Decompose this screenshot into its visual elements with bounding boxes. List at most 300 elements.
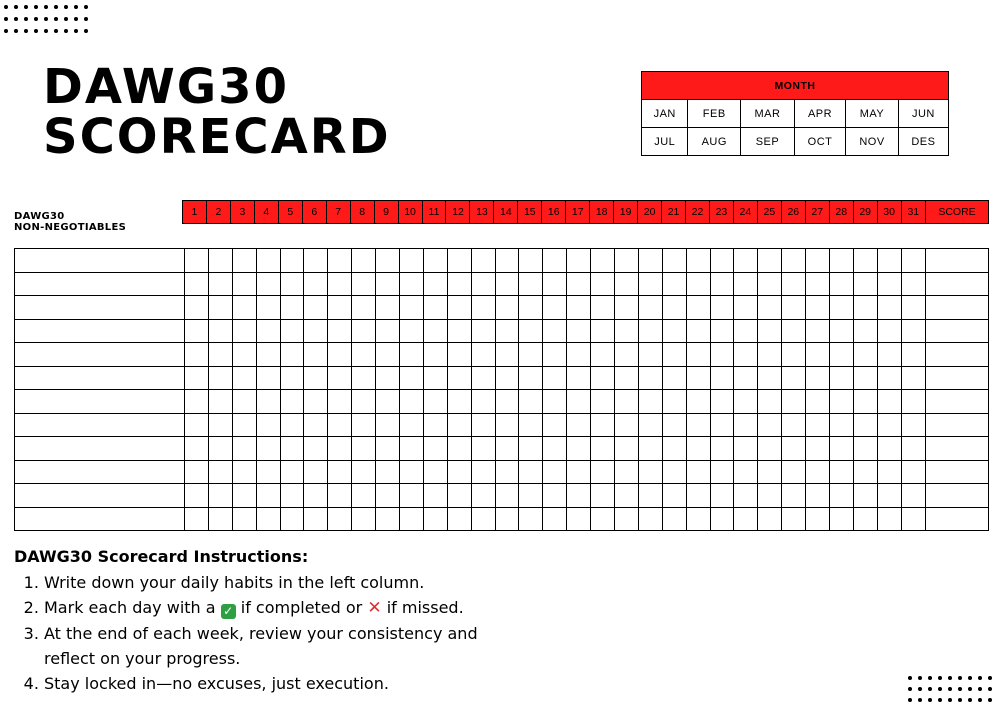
day-check-cell[interactable] [471, 460, 495, 484]
day-check-cell[interactable] [400, 507, 424, 531]
day-check-cell[interactable] [782, 366, 806, 390]
day-check-cell[interactable] [734, 296, 758, 320]
day-check-cell[interactable] [208, 484, 232, 508]
day-check-cell[interactable] [471, 390, 495, 414]
day-check-cell[interactable] [423, 437, 447, 461]
day-check-cell[interactable] [877, 343, 901, 367]
habit-name-cell[interactable] [15, 437, 185, 461]
day-check-cell[interactable] [543, 484, 567, 508]
day-check-cell[interactable] [185, 272, 209, 296]
day-check-cell[interactable] [734, 319, 758, 343]
day-check-cell[interactable] [543, 249, 567, 273]
day-check-cell[interactable] [591, 484, 615, 508]
day-check-cell[interactable] [208, 413, 232, 437]
day-check-cell[interactable] [447, 390, 471, 414]
day-check-cell[interactable] [256, 484, 280, 508]
day-check-cell[interactable] [662, 413, 686, 437]
day-check-cell[interactable] [447, 413, 471, 437]
day-check-cell[interactable] [423, 296, 447, 320]
day-check-cell[interactable] [710, 460, 734, 484]
day-check-cell[interactable] [806, 296, 830, 320]
day-check-cell[interactable] [400, 366, 424, 390]
day-check-cell[interactable] [447, 249, 471, 273]
day-check-cell[interactable] [567, 437, 591, 461]
day-check-cell[interactable] [567, 319, 591, 343]
day-check-cell[interactable] [734, 437, 758, 461]
day-check-cell[interactable] [232, 413, 256, 437]
day-check-cell[interactable] [328, 460, 352, 484]
day-check-cell[interactable] [543, 343, 567, 367]
day-check-cell[interactable] [543, 460, 567, 484]
day-check-cell[interactable] [376, 272, 400, 296]
day-check-cell[interactable] [232, 272, 256, 296]
day-check-cell[interactable] [734, 460, 758, 484]
day-check-cell[interactable] [352, 437, 376, 461]
day-check-cell[interactable] [638, 296, 662, 320]
day-check-cell[interactable] [901, 343, 925, 367]
day-check-cell[interactable] [519, 296, 543, 320]
day-check-cell[interactable] [232, 437, 256, 461]
score-cell[interactable] [926, 507, 989, 531]
day-check-cell[interactable] [901, 413, 925, 437]
score-cell[interactable] [926, 319, 989, 343]
day-check-cell[interactable] [519, 249, 543, 273]
score-cell[interactable] [926, 296, 989, 320]
day-check-cell[interactable] [782, 484, 806, 508]
day-check-cell[interactable] [662, 343, 686, 367]
day-check-cell[interactable] [352, 460, 376, 484]
day-check-cell[interactable] [638, 390, 662, 414]
day-check-cell[interactable] [376, 390, 400, 414]
day-check-cell[interactable] [615, 413, 639, 437]
day-check-cell[interactable] [208, 366, 232, 390]
day-check-cell[interactable] [782, 413, 806, 437]
day-check-cell[interactable] [734, 507, 758, 531]
day-check-cell[interactable] [256, 366, 280, 390]
habit-name-cell[interactable] [15, 343, 185, 367]
day-check-cell[interactable] [758, 343, 782, 367]
day-check-cell[interactable] [638, 272, 662, 296]
day-check-cell[interactable] [185, 413, 209, 437]
day-check-cell[interactable] [686, 249, 710, 273]
day-check-cell[interactable] [328, 272, 352, 296]
month-option-jun[interactable]: JUN [898, 100, 948, 128]
day-check-cell[interactable] [877, 413, 901, 437]
habit-name-cell[interactable] [15, 249, 185, 273]
day-check-cell[interactable] [734, 343, 758, 367]
day-check-cell[interactable] [185, 507, 209, 531]
day-check-cell[interactable] [877, 484, 901, 508]
day-check-cell[interactable] [662, 366, 686, 390]
day-check-cell[interactable] [400, 413, 424, 437]
day-check-cell[interactable] [471, 507, 495, 531]
day-check-cell[interactable] [853, 437, 877, 461]
day-check-cell[interactable] [758, 296, 782, 320]
day-check-cell[interactable] [830, 366, 854, 390]
day-check-cell[interactable] [710, 437, 734, 461]
day-check-cell[interactable] [615, 390, 639, 414]
day-check-cell[interactable] [830, 437, 854, 461]
day-check-cell[interactable] [519, 507, 543, 531]
day-check-cell[interactable] [830, 272, 854, 296]
day-check-cell[interactable] [853, 460, 877, 484]
day-check-cell[interactable] [543, 507, 567, 531]
day-check-cell[interactable] [304, 390, 328, 414]
day-check-cell[interactable] [638, 507, 662, 531]
day-check-cell[interactable] [782, 343, 806, 367]
day-check-cell[interactable] [352, 272, 376, 296]
day-check-cell[interactable] [376, 366, 400, 390]
day-check-cell[interactable] [495, 437, 519, 461]
day-check-cell[interactable] [376, 319, 400, 343]
day-check-cell[interactable] [782, 437, 806, 461]
day-check-cell[interactable] [782, 296, 806, 320]
day-check-cell[interactable] [543, 390, 567, 414]
day-check-cell[interactable] [519, 272, 543, 296]
day-check-cell[interactable] [376, 484, 400, 508]
day-check-cell[interactable] [734, 366, 758, 390]
habit-name-cell[interactable] [15, 319, 185, 343]
day-check-cell[interactable] [328, 437, 352, 461]
score-cell[interactable] [926, 390, 989, 414]
day-check-cell[interactable] [662, 390, 686, 414]
day-check-cell[interactable] [638, 343, 662, 367]
day-check-cell[interactable] [423, 249, 447, 273]
day-check-cell[interactable] [901, 272, 925, 296]
day-check-cell[interactable] [328, 390, 352, 414]
day-check-cell[interactable] [304, 319, 328, 343]
day-check-cell[interactable] [376, 460, 400, 484]
day-check-cell[interactable] [830, 460, 854, 484]
day-check-cell[interactable] [782, 272, 806, 296]
day-check-cell[interactable] [901, 390, 925, 414]
day-check-cell[interactable] [400, 390, 424, 414]
day-check-cell[interactable] [185, 366, 209, 390]
month-option-mar[interactable]: MAR [741, 100, 795, 128]
day-check-cell[interactable] [734, 413, 758, 437]
day-check-cell[interactable] [352, 507, 376, 531]
day-check-cell[interactable] [447, 366, 471, 390]
day-check-cell[interactable] [877, 460, 901, 484]
day-check-cell[interactable] [806, 460, 830, 484]
day-check-cell[interactable] [806, 390, 830, 414]
score-cell[interactable] [926, 272, 989, 296]
habit-name-cell[interactable] [15, 272, 185, 296]
day-check-cell[interactable] [280, 343, 304, 367]
day-check-cell[interactable] [471, 413, 495, 437]
day-check-cell[interactable] [471, 272, 495, 296]
day-check-cell[interactable] [877, 249, 901, 273]
day-check-cell[interactable] [495, 413, 519, 437]
day-check-cell[interactable] [591, 319, 615, 343]
day-check-cell[interactable] [758, 413, 782, 437]
day-check-cell[interactable] [853, 390, 877, 414]
habit-name-cell[interactable] [15, 507, 185, 531]
day-check-cell[interactable] [471, 437, 495, 461]
day-check-cell[interactable] [591, 437, 615, 461]
month-option-sep[interactable]: SEP [741, 128, 795, 156]
day-check-cell[interactable] [806, 249, 830, 273]
day-check-cell[interactable] [280, 319, 304, 343]
day-check-cell[interactable] [376, 343, 400, 367]
day-check-cell[interactable] [447, 484, 471, 508]
day-check-cell[interactable] [280, 460, 304, 484]
day-check-cell[interactable] [447, 296, 471, 320]
day-check-cell[interactable] [806, 437, 830, 461]
habit-name-cell[interactable] [15, 296, 185, 320]
day-check-cell[interactable] [304, 343, 328, 367]
day-check-cell[interactable] [638, 366, 662, 390]
day-check-cell[interactable] [591, 507, 615, 531]
day-check-cell[interactable] [304, 437, 328, 461]
day-check-cell[interactable] [591, 460, 615, 484]
day-check-cell[interactable] [877, 390, 901, 414]
habit-name-cell[interactable] [15, 484, 185, 508]
day-check-cell[interactable] [615, 484, 639, 508]
day-check-cell[interactable] [471, 249, 495, 273]
day-check-cell[interactable] [567, 484, 591, 508]
day-check-cell[interactable] [686, 484, 710, 508]
day-check-cell[interactable] [232, 249, 256, 273]
day-check-cell[interactable] [471, 319, 495, 343]
day-check-cell[interactable] [901, 507, 925, 531]
day-check-cell[interactable] [806, 507, 830, 531]
day-check-cell[interactable] [519, 390, 543, 414]
day-check-cell[interactable] [853, 272, 877, 296]
day-check-cell[interactable] [447, 343, 471, 367]
day-check-cell[interactable] [519, 413, 543, 437]
day-check-cell[interactable] [280, 390, 304, 414]
day-check-cell[interactable] [853, 366, 877, 390]
day-check-cell[interactable] [830, 343, 854, 367]
day-check-cell[interactable] [734, 484, 758, 508]
day-check-cell[interactable] [615, 343, 639, 367]
day-check-cell[interactable] [662, 272, 686, 296]
day-check-cell[interactable] [208, 272, 232, 296]
day-check-cell[interactable] [495, 249, 519, 273]
day-check-cell[interactable] [567, 413, 591, 437]
day-check-cell[interactable] [447, 507, 471, 531]
day-check-cell[interactable] [280, 484, 304, 508]
day-check-cell[interactable] [901, 296, 925, 320]
day-check-cell[interactable] [567, 507, 591, 531]
day-check-cell[interactable] [901, 437, 925, 461]
day-check-cell[interactable] [662, 437, 686, 461]
month-option-feb[interactable]: FEB [688, 100, 741, 128]
day-check-cell[interactable] [543, 319, 567, 343]
day-check-cell[interactable] [567, 460, 591, 484]
day-check-cell[interactable] [423, 460, 447, 484]
day-check-cell[interactable] [806, 366, 830, 390]
day-check-cell[interactable] [185, 460, 209, 484]
day-check-cell[interactable] [208, 460, 232, 484]
day-check-cell[interactable] [686, 366, 710, 390]
day-check-cell[interactable] [232, 484, 256, 508]
day-check-cell[interactable] [256, 296, 280, 320]
day-check-cell[interactable] [232, 460, 256, 484]
day-check-cell[interactable] [686, 343, 710, 367]
habit-name-cell[interactable] [15, 390, 185, 414]
day-check-cell[interactable] [758, 507, 782, 531]
day-check-cell[interactable] [185, 437, 209, 461]
day-check-cell[interactable] [853, 507, 877, 531]
day-check-cell[interactable] [495, 366, 519, 390]
day-check-cell[interactable] [901, 460, 925, 484]
day-check-cell[interactable] [495, 343, 519, 367]
day-check-cell[interactable] [710, 366, 734, 390]
score-cell[interactable] [926, 437, 989, 461]
day-check-cell[interactable] [662, 249, 686, 273]
day-check-cell[interactable] [328, 343, 352, 367]
day-check-cell[interactable] [877, 366, 901, 390]
day-check-cell[interactable] [758, 484, 782, 508]
day-check-cell[interactable] [423, 413, 447, 437]
day-check-cell[interactable] [877, 507, 901, 531]
day-check-cell[interactable] [185, 249, 209, 273]
day-check-cell[interactable] [519, 460, 543, 484]
day-check-cell[interactable] [208, 390, 232, 414]
day-check-cell[interactable] [710, 296, 734, 320]
day-check-cell[interactable] [830, 319, 854, 343]
day-check-cell[interactable] [686, 319, 710, 343]
day-check-cell[interactable] [208, 437, 232, 461]
day-check-cell[interactable] [758, 460, 782, 484]
day-check-cell[interactable] [662, 460, 686, 484]
month-option-apr[interactable]: APR [794, 100, 845, 128]
day-check-cell[interactable] [591, 343, 615, 367]
day-check-cell[interactable] [304, 272, 328, 296]
day-check-cell[interactable] [304, 413, 328, 437]
day-check-cell[interactable] [901, 366, 925, 390]
day-check-cell[interactable] [208, 343, 232, 367]
day-check-cell[interactable] [591, 366, 615, 390]
day-check-cell[interactable] [376, 296, 400, 320]
day-check-cell[interactable] [615, 366, 639, 390]
day-check-cell[interactable] [232, 366, 256, 390]
day-check-cell[interactable] [328, 249, 352, 273]
day-check-cell[interactable] [519, 366, 543, 390]
day-check-cell[interactable] [806, 272, 830, 296]
day-check-cell[interactable] [591, 272, 615, 296]
day-check-cell[interactable] [877, 296, 901, 320]
day-check-cell[interactable] [328, 507, 352, 531]
day-check-cell[interactable] [686, 437, 710, 461]
day-check-cell[interactable] [495, 507, 519, 531]
day-check-cell[interactable] [686, 390, 710, 414]
day-check-cell[interactable] [495, 319, 519, 343]
day-check-cell[interactable] [447, 460, 471, 484]
day-check-cell[interactable] [758, 366, 782, 390]
score-cell[interactable] [926, 460, 989, 484]
day-check-cell[interactable] [734, 272, 758, 296]
month-option-oct[interactable]: OCT [794, 128, 845, 156]
day-check-cell[interactable] [686, 460, 710, 484]
day-check-cell[interactable] [232, 343, 256, 367]
day-check-cell[interactable] [782, 319, 806, 343]
day-check-cell[interactable] [352, 366, 376, 390]
day-check-cell[interactable] [543, 296, 567, 320]
day-check-cell[interactable] [591, 249, 615, 273]
day-check-cell[interactable] [519, 319, 543, 343]
day-check-cell[interactable] [638, 460, 662, 484]
month-option-aug[interactable]: AUG [688, 128, 741, 156]
day-check-cell[interactable] [208, 507, 232, 531]
score-cell[interactable] [926, 249, 989, 273]
day-check-cell[interactable] [662, 484, 686, 508]
day-check-cell[interactable] [519, 343, 543, 367]
day-check-cell[interactable] [567, 390, 591, 414]
day-check-cell[interactable] [686, 272, 710, 296]
day-check-cell[interactable] [280, 249, 304, 273]
day-check-cell[interactable] [830, 390, 854, 414]
day-check-cell[interactable] [734, 249, 758, 273]
day-check-cell[interactable] [758, 319, 782, 343]
day-check-cell[interactable] [256, 343, 280, 367]
day-check-cell[interactable] [710, 413, 734, 437]
month-option-jan[interactable]: JAN [642, 100, 688, 128]
day-check-cell[interactable] [185, 296, 209, 320]
day-check-cell[interactable] [185, 343, 209, 367]
day-check-cell[interactable] [853, 413, 877, 437]
day-check-cell[interactable] [400, 484, 424, 508]
day-check-cell[interactable] [256, 249, 280, 273]
day-check-cell[interactable] [615, 319, 639, 343]
day-check-cell[interactable] [495, 272, 519, 296]
day-check-cell[interactable] [638, 413, 662, 437]
day-check-cell[interactable] [471, 366, 495, 390]
day-check-cell[interactable] [280, 437, 304, 461]
day-check-cell[interactable] [400, 343, 424, 367]
day-check-cell[interactable] [662, 296, 686, 320]
day-check-cell[interactable] [758, 272, 782, 296]
day-check-cell[interactable] [853, 484, 877, 508]
day-check-cell[interactable] [853, 296, 877, 320]
day-check-cell[interactable] [328, 413, 352, 437]
day-check-cell[interactable] [638, 319, 662, 343]
day-check-cell[interactable] [758, 249, 782, 273]
day-check-cell[interactable] [208, 296, 232, 320]
day-check-cell[interactable] [806, 484, 830, 508]
day-check-cell[interactable] [328, 319, 352, 343]
day-check-cell[interactable] [185, 484, 209, 508]
day-check-cell[interactable] [495, 390, 519, 414]
day-check-cell[interactable] [447, 319, 471, 343]
day-check-cell[interactable] [304, 460, 328, 484]
day-check-cell[interactable] [423, 319, 447, 343]
day-check-cell[interactable] [615, 437, 639, 461]
day-check-cell[interactable] [256, 319, 280, 343]
day-check-cell[interactable] [352, 390, 376, 414]
day-check-cell[interactable] [256, 437, 280, 461]
day-check-cell[interactable] [567, 249, 591, 273]
day-check-cell[interactable] [495, 296, 519, 320]
day-check-cell[interactable] [232, 296, 256, 320]
day-check-cell[interactable] [830, 296, 854, 320]
day-check-cell[interactable] [280, 507, 304, 531]
day-check-cell[interactable] [638, 249, 662, 273]
day-check-cell[interactable] [734, 390, 758, 414]
day-check-cell[interactable] [400, 249, 424, 273]
day-check-cell[interactable] [567, 272, 591, 296]
day-check-cell[interactable] [543, 437, 567, 461]
day-check-cell[interactable] [352, 249, 376, 273]
day-check-cell[interactable] [710, 507, 734, 531]
day-check-cell[interactable] [304, 484, 328, 508]
day-check-cell[interactable] [328, 366, 352, 390]
day-check-cell[interactable] [376, 437, 400, 461]
day-check-cell[interactable] [543, 366, 567, 390]
day-check-cell[interactable] [519, 437, 543, 461]
